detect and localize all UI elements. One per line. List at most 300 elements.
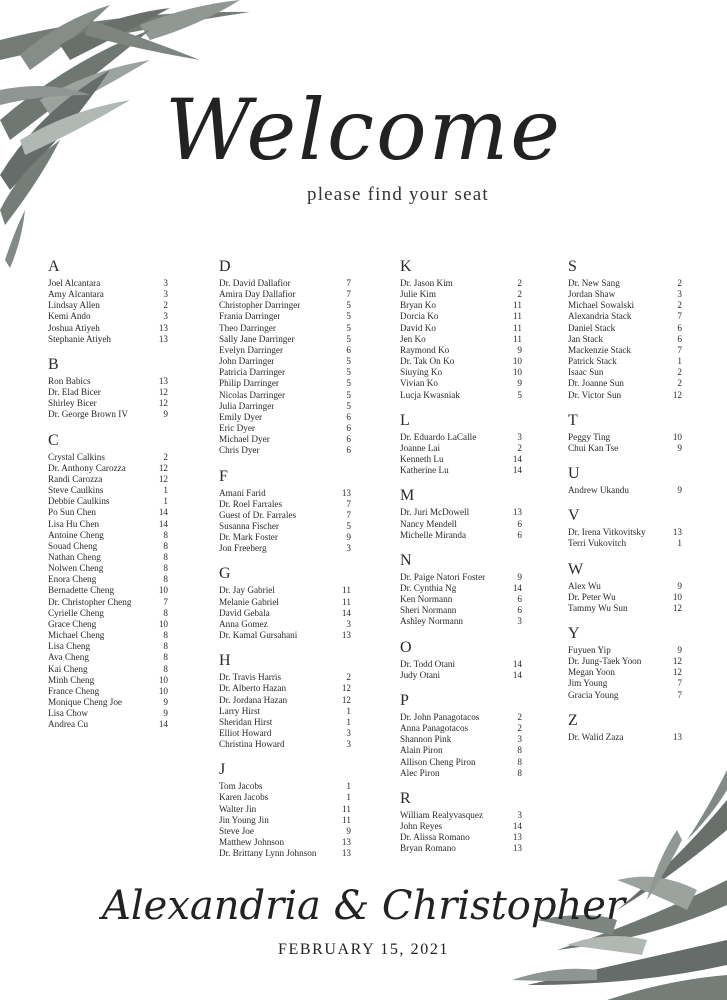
guest-name: Dr. Eduardo LaCalle <box>400 431 477 442</box>
guest-row <box>48 708 168 719</box>
table-number: 2 <box>517 278 522 288</box>
letter-heading: N <box>400 551 412 569</box>
table-number: 10 <box>158 585 168 596</box>
guest-row <box>48 597 168 608</box>
guest-row <box>219 300 351 311</box>
seating-column-2 <box>219 258 351 870</box>
table-number: 13 <box>158 322 168 333</box>
guest-row <box>219 717 351 728</box>
table-number: 5 <box>346 356 351 367</box>
table-number: 1 <box>346 792 351 803</box>
letter-heading: T <box>568 411 578 429</box>
guest-name: Dr. Joanne Sun <box>568 378 624 389</box>
guest-name: Christina Howard <box>219 739 285 750</box>
table-number: 3 <box>346 543 351 554</box>
letter-group <box>219 565 351 641</box>
letter-heading: C <box>48 431 59 449</box>
guest-name: Dr. Cynthia Ng <box>400 582 457 593</box>
guest-row <box>568 592 682 603</box>
guest-name: Fuyuen Yip <box>568 644 611 655</box>
guest-name: Antoine Cheng <box>48 529 104 540</box>
guest-name: Allison Cheng Piron <box>400 756 476 767</box>
guest-row <box>568 345 682 356</box>
guest-row <box>568 538 682 549</box>
table-number: 8 <box>517 767 522 778</box>
guest-name: Emily Dyer <box>219 411 263 422</box>
table-number: 1 <box>677 356 682 367</box>
table-number: 8 <box>163 607 168 618</box>
guest-name: Matthew Johnson <box>219 837 285 848</box>
table-number: 7 <box>346 498 351 509</box>
table-number: 6 <box>677 333 682 344</box>
guest-name: Patrick Stack <box>568 356 617 367</box>
table-number: 10 <box>672 431 682 442</box>
table-number: 7 <box>163 596 168 607</box>
letter-heading: P <box>400 691 409 709</box>
guest-row <box>219 445 351 456</box>
table-number: 5 <box>346 300 351 311</box>
guest-name: Alex Wu <box>568 580 601 591</box>
guest-row <box>48 334 168 345</box>
letter-group <box>219 652 351 750</box>
table-number: 6 <box>346 445 351 456</box>
table-number: 5 <box>346 311 351 322</box>
guest-row <box>48 574 168 585</box>
guest-name: Sheri Normann <box>400 605 457 616</box>
guest-name: Joel Alcantara <box>48 278 101 288</box>
guest-row <box>219 672 351 683</box>
guest-row <box>568 678 682 689</box>
guest-row <box>219 323 351 334</box>
guest-row <box>48 530 168 541</box>
table-number: 7 <box>346 289 351 300</box>
guest-name: Walter Jin <box>219 803 257 814</box>
guest-name: Tom Jacobs <box>219 781 263 792</box>
table-number: 13 <box>158 333 168 344</box>
guest-name: Steve Joe <box>219 825 254 836</box>
guest-name: Gracia Young <box>568 689 619 700</box>
table-number: 12 <box>158 473 168 484</box>
letter-heading: B <box>48 355 59 373</box>
guest-name: Debbie Caulkins <box>48 496 110 507</box>
guest-name: Lindsay Allen <box>48 300 100 311</box>
guest-name: Lisa Chow <box>48 708 89 719</box>
guest-row <box>219 728 351 739</box>
guest-name: Dr. Alissa Romano <box>400 832 470 843</box>
letter-heading: L <box>400 411 410 429</box>
guest-name: Lisa Cheng <box>48 641 91 652</box>
guest-row <box>48 664 168 675</box>
letter-heading: Z <box>568 711 578 729</box>
table-number: 5 <box>346 378 351 389</box>
guest-row <box>48 409 168 420</box>
guest-name: Dr. Jay Gabriel <box>219 585 275 596</box>
guest-row <box>400 810 522 821</box>
table-number: 14 <box>158 507 168 518</box>
letter-group <box>568 258 682 401</box>
table-number: 6 <box>517 605 522 616</box>
table-number: 13 <box>341 837 351 848</box>
table-number: 12 <box>158 398 168 409</box>
guest-row <box>400 465 522 476</box>
guest-name: David Gebala <box>219 607 270 618</box>
guest-name: Joshua Atiyeh <box>48 322 100 333</box>
guest-row <box>219 367 351 378</box>
event-date: FEBRUARY 15, 2021 <box>277 941 450 958</box>
guest-row <box>219 499 351 510</box>
guest-row <box>568 356 682 367</box>
table-number: 6 <box>346 434 351 445</box>
guest-row <box>400 323 522 334</box>
table-number: 7 <box>677 678 682 689</box>
guest-row <box>219 278 351 289</box>
table-number: 6 <box>346 411 351 422</box>
table-number: 14 <box>341 607 351 618</box>
guest-row <box>219 585 351 596</box>
guest-row <box>568 367 682 378</box>
table-number: 2 <box>163 300 168 311</box>
guest-row <box>400 356 522 367</box>
table-number: 9 <box>163 409 168 420</box>
guest-row <box>219 423 351 434</box>
table-number: 7 <box>677 344 682 355</box>
guest-row <box>219 488 351 499</box>
guest-row <box>400 723 522 734</box>
guest-name: Jan Stack <box>568 333 603 344</box>
guest-row <box>568 656 682 667</box>
guest-name: Bryan Romano <box>400 843 456 854</box>
guest-row <box>400 334 522 345</box>
guest-name: Amira Day Dallafior <box>219 289 296 300</box>
guest-row <box>400 289 522 300</box>
guest-name: Alec Piron <box>400 767 440 778</box>
table-number: 10 <box>512 356 522 367</box>
guest-row <box>568 334 682 345</box>
letter-heading: W <box>568 560 584 578</box>
guest-row <box>568 323 682 334</box>
guest-name: Joanne Lai <box>400 442 441 453</box>
guest-row <box>400 278 522 289</box>
table-number: 2 <box>677 300 682 311</box>
table-number: 2 <box>677 278 682 288</box>
guest-name: Anna Gomez <box>219 618 268 629</box>
guest-name: Monique Cheng Joe <box>48 697 123 707</box>
table-number: 10 <box>158 618 168 629</box>
table-number: 8 <box>163 641 168 652</box>
guest-row <box>48 697 168 708</box>
table-number: 7 <box>677 311 682 322</box>
guest-row <box>400 670 522 681</box>
table-number: 3 <box>677 289 682 300</box>
guest-name: Jin Young Jin <box>219 814 269 825</box>
guest-name: Dr. Jung-Taek Yoon <box>568 656 642 667</box>
guest-name: Crystal Calkins <box>48 451 105 462</box>
guest-name: Alexandria Stack <box>568 311 632 322</box>
guest-row <box>219 543 351 554</box>
guest-row <box>219 815 351 826</box>
table-number: 14 <box>512 821 522 831</box>
guest-name: Michelle Miranda <box>400 529 467 540</box>
guest-row <box>48 641 168 652</box>
guest-row <box>48 398 168 409</box>
guest-row <box>219 345 351 356</box>
table-number: 9 <box>346 532 351 543</box>
table-number: 9 <box>163 697 168 707</box>
guest-row <box>568 311 682 322</box>
guest-name: Nancy Mendell <box>400 518 457 529</box>
guest-row <box>568 278 682 289</box>
guest-name: Tammy Wu Sun <box>568 602 628 613</box>
guest-name: Dr. Christopher Cheng <box>48 596 132 607</box>
guest-name: Evelyn Darringer <box>219 344 284 355</box>
table-number: 8 <box>517 745 522 756</box>
guest-row <box>48 289 168 300</box>
table-number: 12 <box>672 667 682 678</box>
guest-row <box>400 530 522 541</box>
table-number: 10 <box>512 367 522 378</box>
guest-row <box>219 683 351 694</box>
table-number: 2 <box>163 451 168 462</box>
guest-name: John Reyes <box>400 821 443 831</box>
page-subtitle: please find your seat <box>307 184 489 205</box>
guest-row <box>48 541 168 552</box>
table-number: 13 <box>512 832 522 843</box>
guest-row <box>48 608 168 619</box>
guest-row <box>219 334 351 345</box>
guest-row <box>568 581 682 592</box>
guest-name: Dr. Todd Otani <box>400 658 456 669</box>
guest-row <box>400 300 522 311</box>
table-number: 11 <box>513 300 522 311</box>
guest-row <box>219 781 351 792</box>
guest-name: Christopher Darringer <box>219 300 301 311</box>
guest-name: Michael Sowalski <box>568 300 635 311</box>
table-number: 6 <box>346 423 351 434</box>
table-number: 11 <box>513 322 522 333</box>
guest-row <box>48 463 168 474</box>
table-number: 6 <box>346 344 351 355</box>
guest-name: Dr. Walid Zaza <box>568 731 624 742</box>
guest-row <box>219 510 351 521</box>
table-number: 12 <box>672 656 682 667</box>
guest-name: Karen Jacobs <box>219 792 269 803</box>
guest-name: Jen Ko <box>400 333 426 344</box>
letter-group <box>400 692 522 779</box>
guest-row <box>48 387 168 398</box>
letter-heading: H <box>219 652 231 670</box>
table-number: 12 <box>672 389 682 400</box>
table-number: 11 <box>342 585 351 596</box>
table-number: 9 <box>517 344 522 355</box>
table-number: 3 <box>163 289 168 300</box>
table-number: 8 <box>517 756 522 767</box>
guest-row <box>400 616 522 627</box>
guest-name: Minh Cheng <box>48 674 95 685</box>
guest-row <box>400 832 522 843</box>
table-number: 12 <box>158 462 168 473</box>
guest-row <box>219 378 351 389</box>
table-number: 13 <box>512 843 522 854</box>
guest-row <box>219 706 351 717</box>
guest-name: Dr. Roel Farrales <box>219 498 283 509</box>
guest-name: Terri Vukovitch <box>568 538 627 549</box>
table-number: 2 <box>517 289 522 300</box>
letter-group <box>568 625 682 701</box>
guest-name: Dr. Paige Natori Foster <box>400 571 486 582</box>
letter-group <box>219 761 351 859</box>
guest-name: Ron Babics <box>48 375 91 386</box>
table-number: 2 <box>346 672 351 683</box>
guest-row <box>48 496 168 507</box>
table-number: 11 <box>513 311 522 322</box>
guest-row <box>48 652 168 663</box>
guest-name: Susanna Fischer <box>219 520 279 531</box>
guest-name: Dr. Kamal Gursahani <box>219 630 298 641</box>
guest-row <box>400 843 522 854</box>
guest-row <box>219 356 351 367</box>
guest-name: Dr. Jason Kim <box>400 278 453 288</box>
letter-group <box>400 790 522 855</box>
guest-name: Kai Cheng <box>48 663 88 674</box>
guest-row <box>48 376 168 387</box>
guest-name: Dr. David Dallafior <box>219 278 291 288</box>
letter-group <box>48 432 168 731</box>
guest-name: Nolwen Cheng <box>48 563 104 574</box>
guest-name: Megan Yoon <box>568 667 615 678</box>
letter-heading: J <box>219 761 226 779</box>
table-number: 3 <box>163 278 168 288</box>
table-number: 5 <box>346 333 351 344</box>
guest-row <box>400 583 522 594</box>
guest-name: Melanie Gabriel <box>219 596 279 607</box>
guest-name: Dr. Travis Harris <box>219 672 282 683</box>
guest-name: Cyrielle Cheng <box>48 607 104 618</box>
guest-name: Ashley Normann <box>400 616 464 627</box>
guest-name: Dr. Alberto Hazan <box>219 683 287 694</box>
letter-heading: K <box>400 258 412 275</box>
table-number: 10 <box>158 674 168 685</box>
guest-row <box>219 848 351 859</box>
guest-name: Dr. Anthony Carozza <box>48 462 126 473</box>
table-number: 6 <box>517 594 522 605</box>
guest-row <box>568 690 682 701</box>
guest-row <box>219 739 351 750</box>
table-number: 3 <box>346 618 351 629</box>
table-number: 13 <box>672 527 682 538</box>
table-number: 3 <box>346 739 351 750</box>
guest-name: William Realyvasquez <box>400 809 484 820</box>
guest-name: Dr. Elad Bicer <box>48 387 101 398</box>
page-title: Welcome <box>164 81 563 179</box>
guest-row <box>400 572 522 583</box>
table-number: 5 <box>346 400 351 411</box>
guest-row <box>568 289 682 300</box>
guest-row <box>219 695 351 706</box>
guest-row <box>48 686 168 697</box>
guest-row <box>48 675 168 686</box>
table-number: 12 <box>341 683 351 694</box>
guest-name: Alain Piron <box>400 745 443 756</box>
guest-name: Dr. Victor Sun <box>568 389 622 400</box>
guest-name: Dr. John Panagotacos <box>400 711 480 722</box>
guest-name: Kemi Ando <box>48 311 91 322</box>
letter-heading: A <box>48 258 60 275</box>
guest-name: Shirley Bicer <box>48 398 97 409</box>
guest-row <box>568 378 682 389</box>
guest-row <box>400 734 522 745</box>
table-number: 2 <box>677 367 682 378</box>
table-number: 1 <box>163 496 168 507</box>
table-number: 12 <box>341 694 351 705</box>
table-number: 7 <box>677 689 682 700</box>
table-number: 9 <box>346 825 351 836</box>
table-number: 14 <box>512 465 522 476</box>
guest-name: Bryan Ko <box>400 300 436 311</box>
guest-row <box>400 659 522 670</box>
guest-row <box>48 630 168 641</box>
table-number: 13 <box>341 630 351 641</box>
letter-group <box>48 356 168 421</box>
guest-row <box>568 300 682 311</box>
guest-name: Dr. New Sang <box>568 278 620 288</box>
guest-name: France Cheng <box>48 685 100 696</box>
table-number: 2 <box>517 711 522 722</box>
table-number: 3 <box>346 728 351 738</box>
table-number: 3 <box>517 734 522 745</box>
guest-row <box>568 390 682 401</box>
table-number: 8 <box>163 551 168 562</box>
guest-row <box>568 667 682 678</box>
table-number: 8 <box>163 663 168 674</box>
guest-name: Peggy Ting <box>568 431 611 442</box>
table-number: 1 <box>163 485 168 496</box>
guest-name: Isaac Sun <box>568 367 604 378</box>
guest-row <box>48 311 168 322</box>
guest-name: Jon Freeberg <box>219 543 267 554</box>
letter-group <box>400 639 522 681</box>
letter-group <box>400 258 522 401</box>
guest-name: Philip Darringer <box>219 378 279 389</box>
guest-name: Dr. Juri McDowell <box>400 507 470 518</box>
guest-row <box>48 519 168 530</box>
guest-name: Elliot Howard <box>219 728 272 738</box>
guest-name: Dr. Irena Vitkovitsky <box>568 527 646 538</box>
letter-group <box>219 468 351 555</box>
table-number: 11 <box>342 803 351 814</box>
guest-name: Vivian Ko <box>400 378 438 389</box>
guest-name: Grace Cheng <box>48 618 97 629</box>
guest-row <box>400 768 522 779</box>
table-number: 7 <box>346 278 351 288</box>
guest-row <box>568 645 682 656</box>
letter-group <box>48 258 168 345</box>
guest-name: Michael Dyer <box>219 434 270 445</box>
table-number: 13 <box>672 731 682 742</box>
letter-group <box>400 552 522 628</box>
table-number: 14 <box>158 719 168 730</box>
table-number: 11 <box>342 814 351 825</box>
guest-row <box>400 367 522 378</box>
guest-name: Andrea Cu <box>48 719 89 730</box>
table-number: 8 <box>163 630 168 641</box>
guest-name: David Ko <box>400 322 436 333</box>
guest-name: Dorcia Ko <box>400 311 439 322</box>
guest-row <box>219 630 351 641</box>
guest-name: Guest of Dr. Farrales <box>219 509 297 520</box>
guest-name: Daniel Stack <box>568 322 616 333</box>
guest-row <box>219 390 351 401</box>
table-number: 1 <box>346 705 351 716</box>
